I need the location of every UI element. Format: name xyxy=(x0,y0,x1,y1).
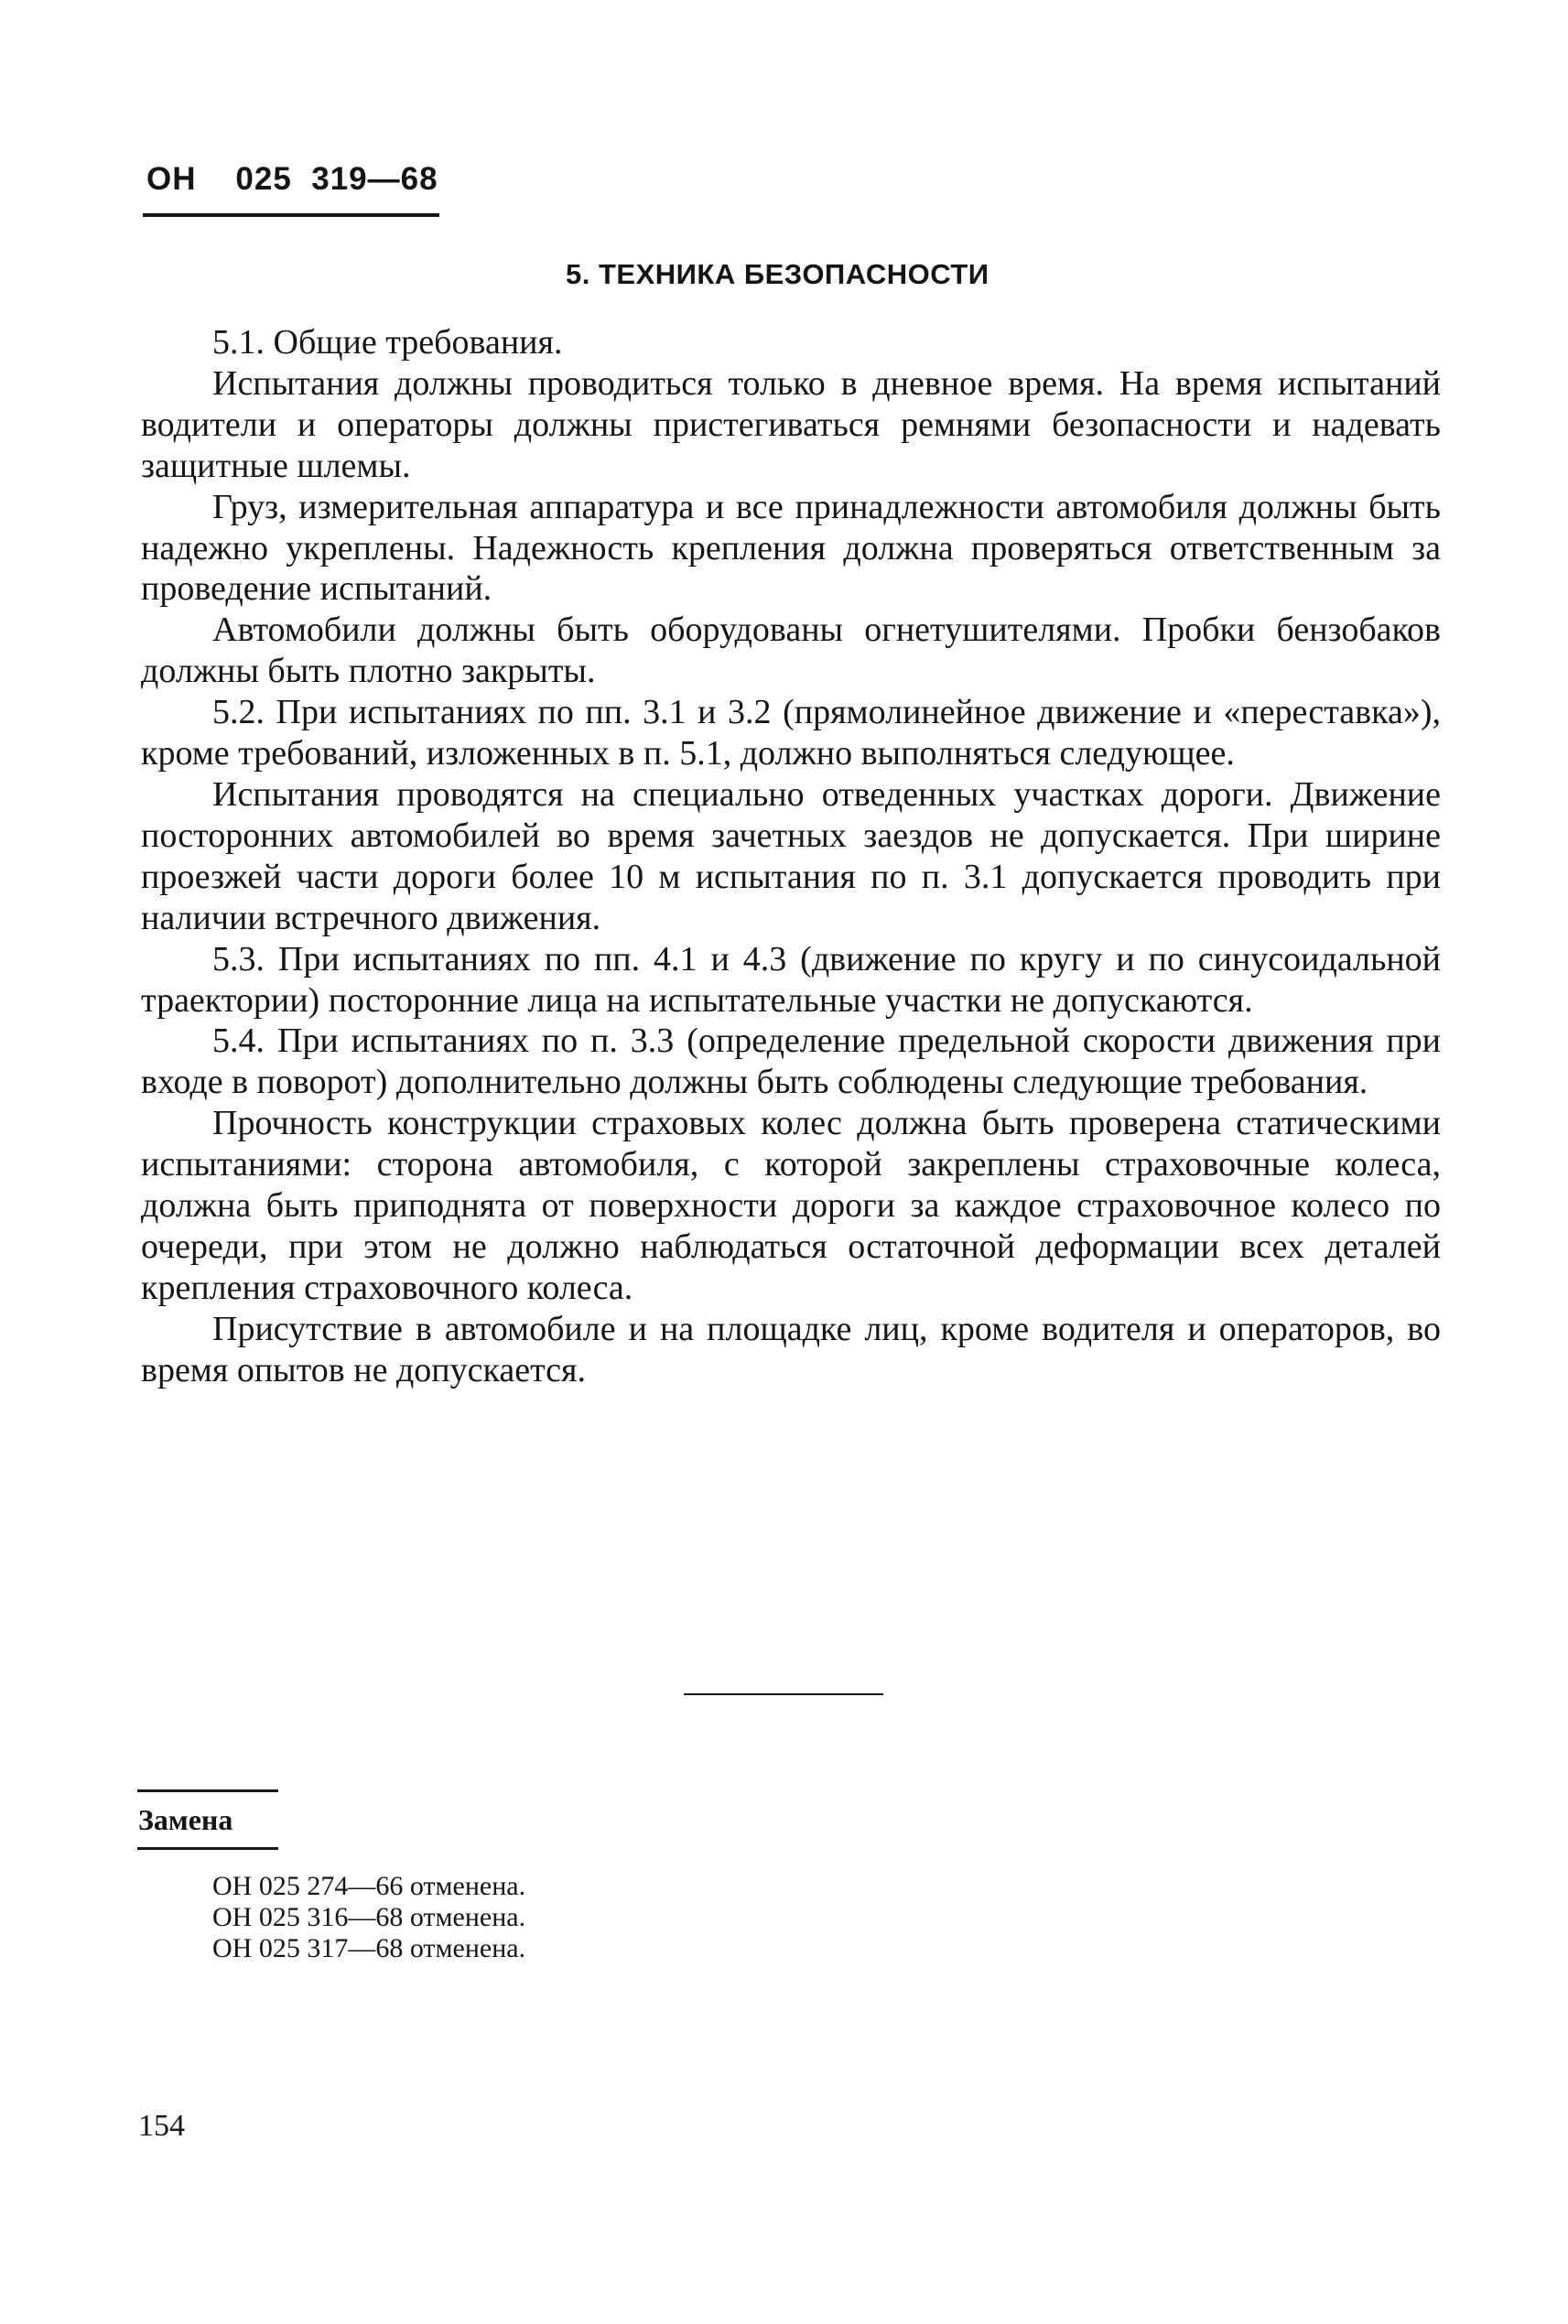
paragraph-fire-extinguishers: Автомобили должны быть оборудованы огнетушителями. Пробки бензобаков должны быть плотно закрыты. xyxy=(141,611,1441,691)
footnote-rule-bottom xyxy=(137,1847,278,1850)
paragraph-daytime-testing: Испытания должны проводиться только в дневное время. На время испытаний водители и операторы должны пристегиваться ремнями безопасности и надевать защитные шлемы. xyxy=(141,363,1441,485)
footnote-rule-top xyxy=(137,1789,278,1792)
section-body xyxy=(141,322,1441,1391)
paragraph-5-4: 5.4. При испытаниях по п. 3.3 (определение предельной скорости движения при входе в поворот) дополнительно должны быть соблюдены следующие требования. xyxy=(141,1021,1441,1102)
replacement-item: ОН 025 317—68 отменена. xyxy=(212,1933,526,1963)
paragraph-5-1-heading: 5.1. Общие требования. xyxy=(212,323,563,362)
footnote-heading: Замена xyxy=(138,1803,233,1836)
paragraph-presence-restriction: Присутствие в автомобиле и на площадке лиц, кроме водителя и операторов, во время опытов не допускается. xyxy=(141,1309,1441,1389)
paragraph-5-2: 5.2. При испытаниях по пп. 3.1 и 3.2 (прямолинейное движение и «переставка»), кроме требований, изложенных в п. 5.1, должно выполняться следующее. xyxy=(141,693,1441,773)
replacement-list xyxy=(212,1871,525,1964)
paragraph-safety-wheels: Прочность конструкции страховых колес должна быть проверена статическими испытаниями: сторона автомобиля, с которой закреплены страховочные колеса, должна быть приподнята от поверхности дороги за каждое страховочное колесо по очереди, при этом не должно наблюдаться остаточной деформации всех деталей крепления страховочного колеса. xyxy=(141,1104,1441,1307)
page-number: 154 xyxy=(138,2109,185,2143)
section-end-divider xyxy=(684,1693,883,1695)
replacement-item: ОН 025 274—66 отменена. xyxy=(212,1871,526,1901)
replacement-item: ОН 025 316—68 отменена. xyxy=(212,1902,526,1932)
paragraph-road-sections: Испытания проводятся на специально отведенных участках дороги. Движение посторонних автомобилей во время зачетных заездов не допускается. При ширине проезжей части дороги более 10 м испытания по п. 3.1 допускается проводить при наличии встречного движения. xyxy=(141,774,1441,937)
paragraph-5-3: 5.3. При испытаниях по пп. 4.1 и 4.3 (движение по кругу и по синусоидальной траектории) посторонние лица на испытательные участки не допускаются. xyxy=(141,939,1441,1020)
paragraph-cargo-securing: Груз, измерительная аппаратура и все принадлежности автомобиля должны быть надежно укреплены. Надежность крепления должна проверяться ответственным за проведение испытаний. xyxy=(141,487,1441,609)
document-code-header: ОН 025 319—68 xyxy=(146,161,438,197)
header-underline xyxy=(143,213,439,217)
section-title: 5. ТЕХНИКА БЕЗОПАСНОСТИ xyxy=(566,258,989,290)
